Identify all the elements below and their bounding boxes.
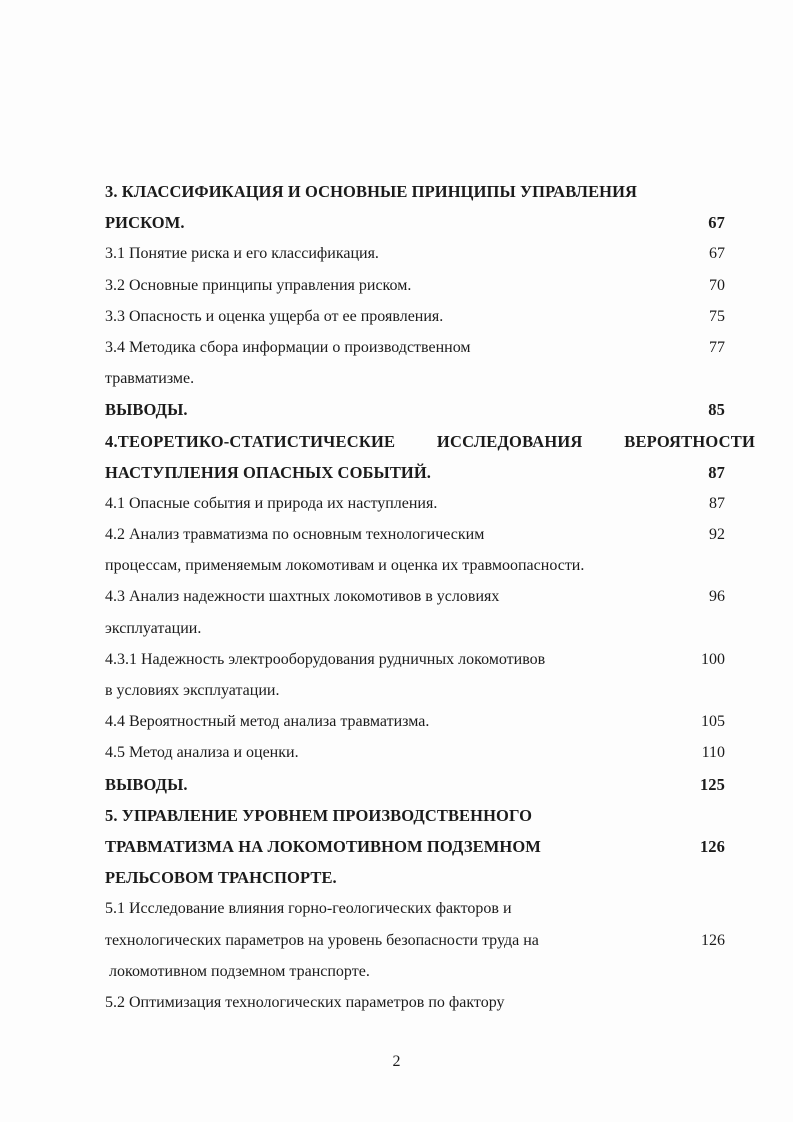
toc-section-5-1-text-2: технологических параметров на уровень безопасности труда на xyxy=(105,931,539,949)
toc-section-4-3-text-2: эксплуатации. xyxy=(105,619,202,637)
toc-chapter-4-title-text-1: 4.ТЕОРЕТИКО-СТАТИСТИЧЕСКИЕ ИССЛЕДОВАНИЯ ВЕРОЯТНОСТИ xyxy=(105,431,755,451)
toc-conclusions-2[interactable] xyxy=(105,769,755,800)
toc-chapter-5-title-line-1[interactable] xyxy=(105,800,755,831)
toc-section-4-3-1-text-2: в условиях эксплуатации. xyxy=(105,682,280,699)
toc-chapter-5-title-line-2[interactable] xyxy=(105,831,755,862)
toc-chapter-5-title-text-1: 5. УПРАВЛЕНИЕ УРОВНЕМ ПРОИЗВОДСТВЕННОГО xyxy=(105,805,533,825)
toc-chapter-5-page: 126 xyxy=(699,836,725,856)
toc-section-4-5-page: 110 xyxy=(701,744,725,762)
toc-section-3-3-text: 3.3 Опасность и оценка ущерба от ее проявления. xyxy=(105,307,444,325)
toc-section-5-1-line-3[interactable] xyxy=(105,956,755,987)
toc-section-4-4-text: 4.4 Вероятностный метод анализа травматизма. xyxy=(105,713,430,731)
toc-section-4-4-page: 105 xyxy=(701,713,725,731)
toc-section-4-3-line-2[interactable] xyxy=(105,613,755,644)
toc-section-3-4-line-2[interactable] xyxy=(105,363,755,394)
toc-section-4-1-page: 87 xyxy=(709,494,725,512)
toc-section-4-2-text-1: 4.2 Анализ травматизма по основным технологическим xyxy=(105,526,485,544)
toc-section-5-2-text-1: 5.2 Оптимизация технологических параметров по фактору xyxy=(105,993,505,1011)
toc-section-4-3-text-1: 4.3 Анализ надежности шахтных локомотивов в условиях xyxy=(105,588,500,606)
toc-chapter-4-title-text-2: НАСТУПЛЕНИЯ ОПАСНЫХ СОБЫТИЙ. xyxy=(105,462,432,482)
toc-chapter-4-title-line-1[interactable] xyxy=(105,426,755,457)
toc-section-5-1-page: 126 xyxy=(701,931,725,949)
toc-section-3-2[interactable] xyxy=(105,270,755,301)
toc-section-4-3-1-line-1[interactable] xyxy=(105,644,755,675)
toc-section-3-4-line-1[interactable] xyxy=(105,332,755,363)
toc-section-5-1-line-2[interactable] xyxy=(105,925,755,956)
toc-section-3-1[interactable] xyxy=(105,238,755,269)
toc-section-3-4-text-1: 3.4 Методика сбора информации о производственном xyxy=(105,338,471,356)
toc-section-4-3-1-line-2[interactable] xyxy=(105,675,755,706)
toc-conclusions-1[interactable] xyxy=(105,394,755,425)
toc-chapter-5-title-line-3[interactable] xyxy=(105,862,755,893)
toc-section-4-2-text-2: процессам, применяемым локомотивам и оценка их травмоопасности. xyxy=(105,557,585,575)
toc-section-4-2-page: 92 xyxy=(709,526,725,544)
toc-section-4-5-text: 4.5 Метод анализа и оценки. xyxy=(105,744,299,762)
toc-section-4-3-page: 96 xyxy=(709,588,725,606)
toc-chapter-3-page: 67 xyxy=(708,213,725,233)
toc-section-3-3-page: 75 xyxy=(709,307,725,325)
toc-section-3-4-page: 77 xyxy=(709,338,725,356)
toc-section-3-2-text: 3.2 Основные принципы управления риском. xyxy=(105,276,412,294)
toc-section-5-1-line-1[interactable] xyxy=(105,893,755,924)
toc-section-4-1-text: 4.1 Опасные события и природа их наступления. xyxy=(105,494,438,512)
toc-chapter-3-title-line-1[interactable] xyxy=(105,176,755,207)
toc-conclusions-1-page: 85 xyxy=(708,400,725,420)
toc-section-3-1-text: 3.1 Понятие риска и его классификация. xyxy=(105,245,379,263)
toc-section-5-2-line-1[interactable] xyxy=(105,987,755,1018)
toc-chapter-4-page: 87 xyxy=(708,462,725,482)
toc-chapter-3-title-text-2: РИСКОМ. xyxy=(105,213,185,233)
toc-section-4-3-1-page: 100 xyxy=(701,650,725,668)
table-of-contents xyxy=(105,176,755,1018)
toc-conclusions-1-text: ВЫВОДЫ. xyxy=(105,400,188,420)
toc-chapter-3-title-text-1: 3. КЛАССИФИКАЦИЯ И ОСНОВНЫЕ ПРИНЦИПЫ УПРАВЛЕНИЯ xyxy=(105,182,638,201)
toc-chapter-3-title-line-2[interactable] xyxy=(105,207,755,238)
toc-section-3-1-page: 67 xyxy=(709,245,725,263)
toc-chapter-5-title-text-2: ТРАВМАТИЗМА НА ЛОКОМОТИВНОМ ПОДЗЕМНОМ xyxy=(105,836,541,856)
toc-conclusions-2-text: ВЫВОДЫ. xyxy=(105,774,188,794)
toc-section-5-1-text-1: 5.1 Исследование влияния горно-геологических факторов и xyxy=(105,900,512,918)
toc-section-3-3[interactable] xyxy=(105,301,755,332)
page-number: 2 xyxy=(392,1053,401,1070)
toc-chapter-4-title-line-2[interactable] xyxy=(105,457,755,488)
toc-section-4-3-1-text-1: 4.3.1 Надежность электрооборудования рудничных локомотивов xyxy=(105,650,546,668)
toc-section-4-3-line-1[interactable] xyxy=(105,581,755,612)
toc-chapter-5-title-text-3: РЕЛЬСОВОМ ТРАНСПОРТЕ. xyxy=(105,868,337,888)
toc-section-4-2-line-2[interactable] xyxy=(105,550,755,581)
toc-conclusions-2-page: 125 xyxy=(699,774,725,794)
toc-section-3-2-page: 70 xyxy=(709,276,725,294)
toc-section-5-1-text-3: локомотивном подземном транспорте. xyxy=(105,962,370,980)
toc-section-4-2-line-1[interactable] xyxy=(105,519,755,550)
toc-section-4-1[interactable] xyxy=(105,488,755,519)
toc-section-4-5[interactable] xyxy=(105,737,755,768)
toc-section-3-4-text-2: травматизме. xyxy=(105,370,195,388)
toc-section-4-4[interactable] xyxy=(105,706,755,737)
